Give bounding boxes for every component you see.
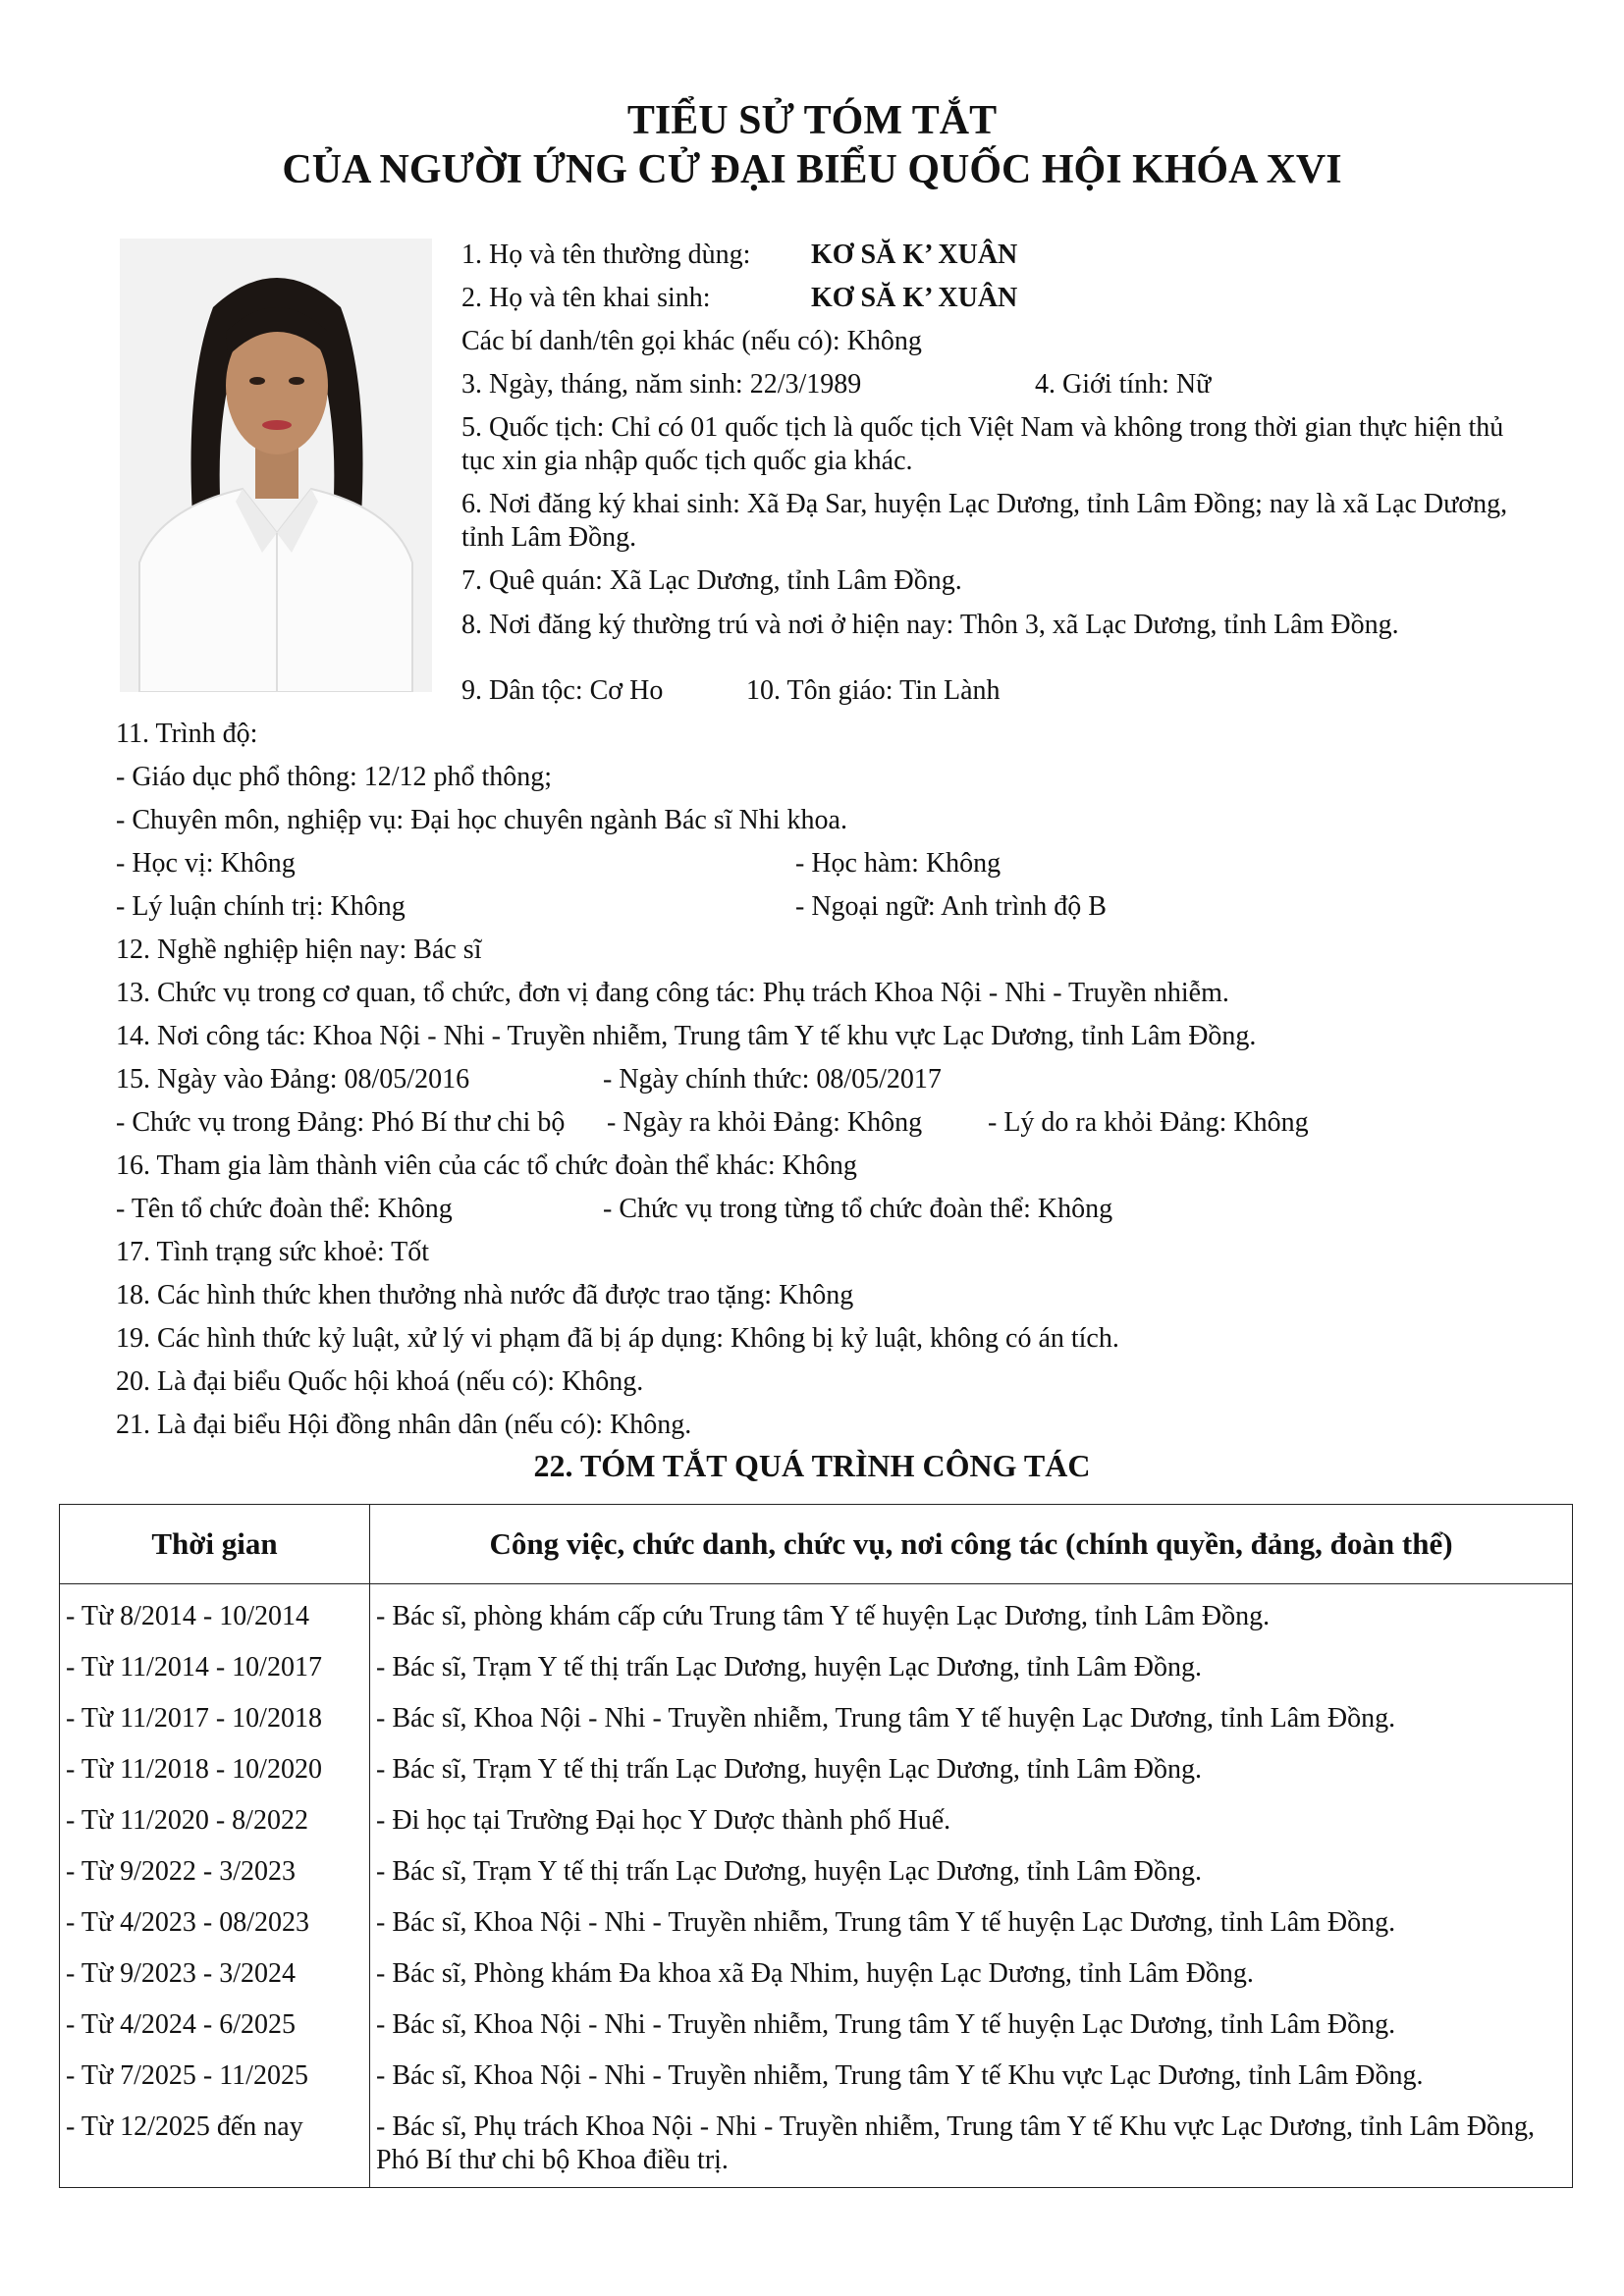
row-description: - Bác sĩ, Trạm Y tế thị trấn Lạc Dương, huyện Lạc Dương, tỉnh Lâm Đồng. bbox=[370, 1651, 1573, 1702]
education-heading: 11. Trình độ: bbox=[116, 719, 258, 749]
common-name-value: KƠ SĂ K’ XUÂN bbox=[811, 240, 1018, 270]
row-time: - Từ 4/2023 - 08/2023 bbox=[60, 1906, 370, 1957]
party-official-date: - Ngày chính thức: 08/05/2017 bbox=[603, 1064, 942, 1095]
academic-degree: - Học vị: Không bbox=[116, 848, 296, 879]
row-description: - Bác sĩ, Phụ trách Khoa Nội - Nhi - Truyền nhiễm, Trung tâm Y tế Khu vực Lạc Dương, tỉnh Lâm Đồng, Phó Bí thư chi bộ Khoa điều trị. bbox=[370, 2110, 1573, 2188]
row-time: - Từ 8/2014 - 10/2014 bbox=[60, 1584, 370, 1652]
row-description: - Bác sĩ, Khoa Nội - Nhi - Truyền nhiễm, Trung tâm Y tế huyện Lạc Dương, tỉnh Lâm Đồng. bbox=[370, 2008, 1573, 2059]
organization-name: - Tên tổ chức đoàn thể: Không bbox=[116, 1194, 453, 1224]
health-status: 17. Tình trạng sức khoẻ: Tốt bbox=[116, 1237, 429, 1267]
occupation: 12. Nghề nghiệp hiện nay: Bác sĩ bbox=[116, 934, 482, 965]
date-of-birth: 3. Ngày, tháng, năm sinh: 22/3/1989 bbox=[461, 369, 862, 400]
row-description: - Bác sĩ, Trạm Y tế thị trấn Lạc Dương, huyện Lạc Dương, tỉnh Lâm Đồng. bbox=[370, 1855, 1573, 1906]
table-row bbox=[60, 1906, 1573, 1957]
row-description: - Bác sĩ, Phòng khám Đa khoa xã Đạ Nhim, huyện Lạc Dương, tỉnh Lâm Đồng. bbox=[370, 1957, 1573, 2008]
row-time: - Từ 11/2018 - 10/2020 bbox=[60, 1753, 370, 1804]
row-time: - Từ 11/2020 - 8/2022 bbox=[60, 1804, 370, 1855]
table-row bbox=[60, 1584, 1573, 1652]
organization-position: - Chức vụ trong từng tổ chức đoàn thể: Không bbox=[603, 1194, 1113, 1224]
religion: 10. Tôn giáo: Tin Lành bbox=[746, 675, 1001, 706]
current-position: 13. Chức vụ trong cơ quan, tổ chức, đơn vị đang công tác: Phụ trách Khoa Nội - Nhi - Truyền nhiễm. bbox=[116, 978, 1229, 1008]
specialty: - Chuyên môn, nghiệp vụ: Đại học chuyên ngành Bác sĩ Nhi khoa. bbox=[116, 805, 847, 835]
document-title-line2: CỦA NGƯỜI ỨNG CỬ ĐẠI BIỂU QUỐC HỘI KHÓA XVI bbox=[282, 147, 1342, 192]
row-description: - Bác sĩ, phòng khám cấp cứu Trung tâm Y tế huyện Lạc Dương, tỉnh Lâm Đồng. bbox=[370, 1584, 1573, 1652]
table-row bbox=[60, 1651, 1573, 1702]
birth-name-value: KƠ SĂ K’ XUÂN bbox=[811, 283, 1018, 313]
work-history-table bbox=[59, 1504, 1573, 2188]
common-name-label: 1. Họ và tên thường dùng: bbox=[461, 240, 751, 270]
table-row bbox=[60, 2110, 1573, 2188]
birth-name-label: 2. Họ và tên khai sinh: bbox=[461, 283, 711, 313]
row-description: - Bác sĩ, Trạm Y tế thị trấn Lạc Dương, huyện Lạc Dương, tỉnh Lâm Đồng. bbox=[370, 1753, 1573, 1804]
party-leave-date: - Ngày ra khỏi Đảng: Không bbox=[607, 1107, 923, 1138]
row-description: - Bác sĩ, Khoa Nội - Nhi - Truyền nhiễm, Trung tâm Y tế huyện Lạc Dương, tỉnh Lâm Đồng. bbox=[370, 1702, 1573, 1753]
ethnicity: 9. Dân tộc: Cơ Ho bbox=[461, 675, 664, 706]
table-row bbox=[60, 1855, 1573, 1906]
row-time: - Từ 9/2022 - 3/2023 bbox=[60, 1855, 370, 1906]
people-council-delegate: 21. Là đại biểu Hội đồng nhân dân (nếu có): Không. bbox=[116, 1410, 692, 1440]
state-awards: 18. Các hình thức khen thưởng nhà nước đã được trao tặng: Không bbox=[116, 1280, 854, 1310]
aliases: Các bí danh/tên gọi khác (nếu có): Không bbox=[461, 326, 922, 356]
document-title-line1: TIỂU SỬ TÓM TẮT bbox=[626, 98, 998, 143]
party-position: - Chức vụ trong Đảng: Phó Bí thư chi bộ bbox=[116, 1107, 566, 1138]
academic-title: - Học hàm: Không bbox=[795, 848, 1001, 879]
birth-registration-place: 6. Nơi đăng ký khai sinh: Xã Đạ Sar, huyện Lạc Dương, tỉnh Lâm Đồng; nay là xã Lạc Dương, tỉnh Lâm Đồng. bbox=[461, 489, 1508, 553]
row-time: - Từ 9/2023 - 3/2024 bbox=[60, 1957, 370, 2008]
row-time: - Từ 7/2025 - 11/2025 bbox=[60, 2059, 370, 2110]
discipline-record: 19. Các hình thức kỷ luật, xử lý vi phạm đã bị áp dụng: Không bị kỷ luật, không có án tích. bbox=[116, 1323, 1119, 1354]
table-row bbox=[60, 1957, 1573, 2008]
gender: 4. Giới tính: Nữ bbox=[1035, 369, 1212, 400]
hometown: 7. Quê quán: Xã Lạc Dương, tỉnh Lâm Đồng. bbox=[461, 565, 962, 596]
table-row bbox=[60, 1753, 1573, 1804]
candidate-photo bbox=[120, 239, 432, 692]
general-education: - Giáo dục phổ thông: 12/12 phổ thông; bbox=[116, 762, 553, 792]
portrait-image bbox=[120, 239, 432, 692]
table-row bbox=[60, 2059, 1573, 2110]
column-header-description: Công việc, chức danh, chức vụ, nơi công tác (chính quyền, đảng, đoàn thể) bbox=[370, 1505, 1573, 1584]
table-row bbox=[60, 1702, 1573, 1753]
national-assembly-delegate: 20. Là đại biểu Quốc hội khoá (nếu có): Không. bbox=[116, 1366, 644, 1397]
row-description: - Đi học tại Trường Đại học Y Dược thành phố Huế. bbox=[370, 1804, 1573, 1855]
workplace: 14. Nơi công tác: Khoa Nội - Nhi - Truyền nhiễm, Trung tâm Y tế khu vực Lạc Dương, tỉnh Lâm Đồng. bbox=[116, 1021, 1257, 1051]
row-description: - Bác sĩ, Khoa Nội - Nhi - Truyền nhiễm, Trung tâm Y tế Khu vực Lạc Dương, tỉnh Lâm Đồng. bbox=[370, 2059, 1573, 2110]
column-header-time: Thời gian bbox=[60, 1505, 370, 1584]
row-time: - Từ 12/2025 đến nay bbox=[60, 2110, 370, 2188]
foreign-language: - Ngoại ngữ: Anh trình độ B bbox=[795, 891, 1107, 922]
party-join-date: 15. Ngày vào Đảng: 08/05/2016 bbox=[116, 1064, 470, 1095]
row-time: - Từ 4/2024 - 6/2025 bbox=[60, 2008, 370, 2059]
residence: 8. Nơi đăng ký thường trú và nơi ở hiện nay: Thôn 3, xã Lạc Dương, tỉnh Lâm Đồng. bbox=[461, 610, 1399, 640]
table-row bbox=[60, 1804, 1573, 1855]
nationality: 5. Quốc tịch: Chỉ có 01 quốc tịch là quốc tịch Việt Nam và không trong thời gian thực hiện thủ tục xin gia nhập quốc tịch quốc gia khác. bbox=[461, 412, 1504, 476]
party-leave-reason: - Lý do ra khỏi Đảng: Không bbox=[988, 1107, 1309, 1138]
organizations: 16. Tham gia làm thành viên của các tổ chức đoàn thể khác: Không bbox=[116, 1150, 857, 1181]
row-time: - Từ 11/2014 - 10/2017 bbox=[60, 1651, 370, 1702]
row-time: - Từ 11/2017 - 10/2018 bbox=[60, 1702, 370, 1753]
row-description: - Bác sĩ, Khoa Nội - Nhi - Truyền nhiễm, Trung tâm Y tế huyện Lạc Dương, tỉnh Lâm Đồng. bbox=[370, 1906, 1573, 1957]
political-theory: - Lý luận chính trị: Không bbox=[116, 891, 406, 922]
work-history-heading: 22. TÓM TẮT QUÁ TRÌNH CÔNG TÁC bbox=[533, 1448, 1091, 1483]
table-header-row bbox=[60, 1505, 1573, 1584]
table-row bbox=[60, 2008, 1573, 2059]
